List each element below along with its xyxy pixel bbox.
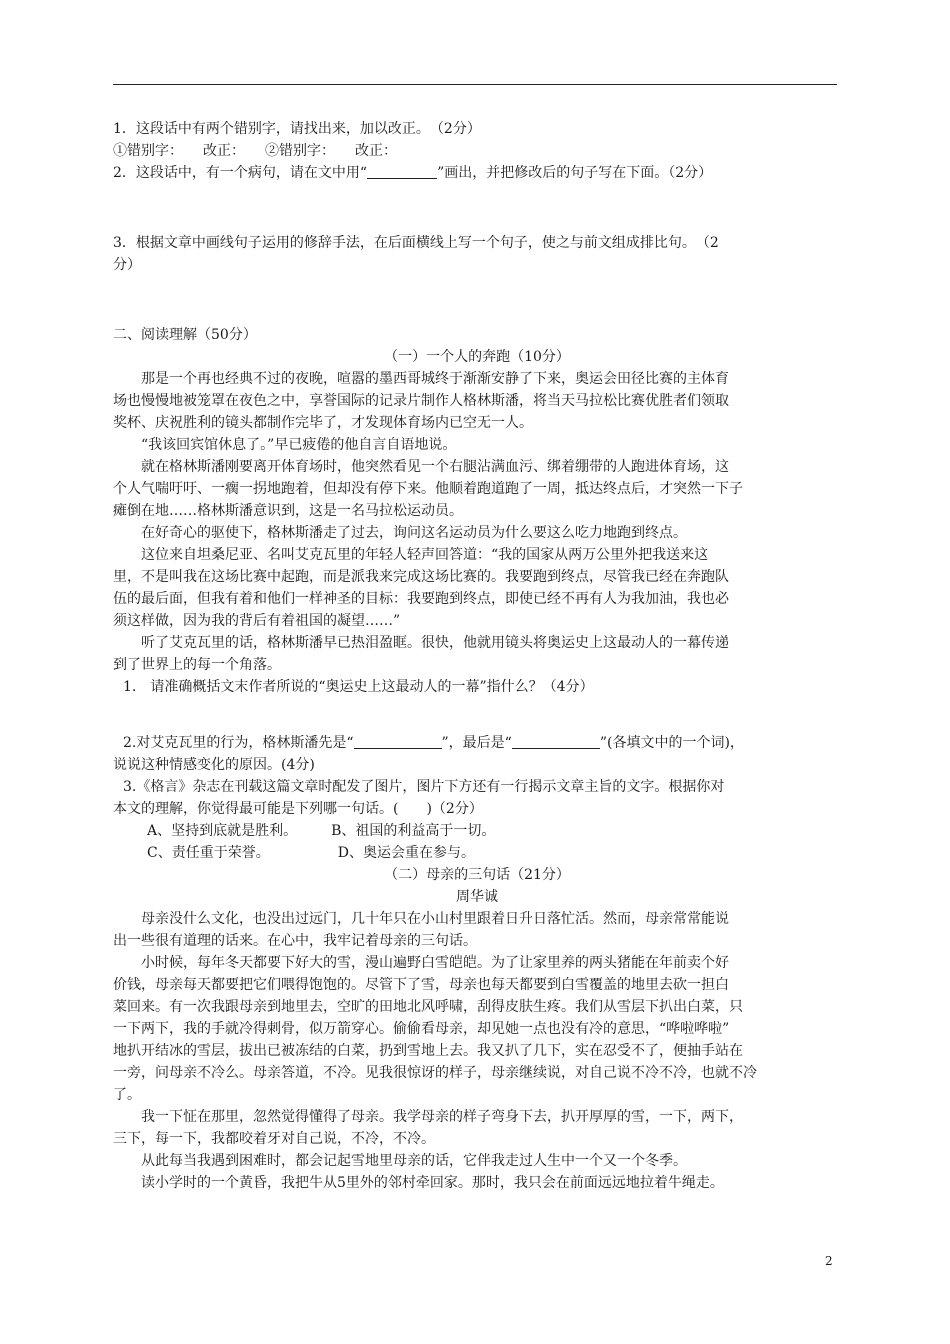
page-number: 2	[825, 1254, 833, 1268]
passage-2-title: （二）母亲的三句话（21分）	[384, 867, 570, 883]
passage-1-question-1: 1. 请准确概括文末作者所说的“奥运史上这最动人的一幕”指什么？（4分）	[123, 679, 594, 695]
passage-1-question-3: 3.《格言》杂志在刊载这篇文章时配发了图片，图片下方还有一行揭示文章主旨的文字。根据你对	[123, 779, 725, 795]
passage-1-question-3-cont: 本文的理解，你觉得最可能是下列哪一句话。( )（2分）	[113, 801, 483, 817]
options-row-2	[113, 842, 841, 864]
passage-1-text: 那是一个再也经典不过的夜晚，喧嚣的墨西哥城终于渐渐安静了下来，奥运会田径比赛的主体育 场也慢慢地被笼罩在夜色之中，享誉国际的记录片制作人格林斯潘，将当天马拉松比赛优胜者们领取 奖杯、庆祝胜利的镜头都制作完毕了，才发现体育场内已空无一人。 “我该回宾馆休息了。”早已疲倦的他自言自语地说。 就在格林斯潘刚要离开体育场时，他突然看见一个右腿沾满血污、绑着绷带的人跑进体育场，这 个人气喘吁吁、一瘸一拐地跑着，但却没有停下来。他顺着跑道跑了一周，抵达终点后，才突然一下子 瘫倒在地……格林斯潘意识到，这是一名马拉松运动员。 在好奇心的驱使下，格林斯潘走了过去，询问这名运动员为什么要这么吃力地跑到终点。 这位来自坦桑尼亚、名叫艾克瓦里的年轻人轻声回答道：“我的国家从两万公里外把我送来这 里，不是叫我在这场比赛中起跑，而是派我来完成这场比赛的。我要跑到终点，尽管我已经在奔跑队 伍的最后面，但我有着和他们一样神圣的目标：我要跑到终点，即使已经不再有人为我加油，我也必 须这样做，因为我的背后有着祖国的凝望……” 听了艾克瓦里的话，格林斯潘早已热泪盈眶。很快，他就用镜头将奥运史上这最动人的一幕传递 到了世界上的每一个角落。	[113, 371, 743, 673]
document-body	[113, 118, 841, 1194]
passage-2-author: 周华诚	[456, 889, 498, 905]
passage-1-question-2-cont: 说说这种情感变化的原因。(4分)	[113, 757, 315, 773]
passage-2-text: 母亲没什么文化，也没出过远门，几十年只在小山村里跟着日升日落忙活。然而，母亲常常能说 出一些很有道理的话来。在心中，我牢记着母亲的三句话。 小时候，每年冬天都要下好大的雪，漫山遍野白雪皑皑。为了让家里养的两头猪能在年前卖个好 价钱，母亲每天都要把它们喂得饱饱的。尽管下了雪，母亲也每天都要到白雪覆盖的地里去砍一担白 菜回来。有一次我跟母亲到地里去，空旷的田地北风呼啸，刮得皮肤生疼。我们从雪层下扒出白菜，只 一下两下，我的手就冷得刺骨，似万箭穿心。偷偷看母亲，却见她一点也没有冷的意思，“哗啦哗啦” 地扒开结冰的雪层，拔出已被冻结的白菜，扔到雪地上去。我又扒了几下，实在忍受不了，便抽手站在 一旁，问母亲不冷么。母亲答道，不冷。见我很惊讶的样子，母亲继续说，对自己说不冷不冷，也就不冷 了。 我一下怔在那里，忽然觉得懂得了母亲。我学母亲的样子弯身下去，扒开厚厚的雪，一下，两下， 三下，每一下，我都咬着牙对自己说，不冷，不冷。 从此每当我遇到困难时，都会记起雪地里母亲的话，它伴我走过人生中一个又一个冬季。 读小学时的一个黄昏，我把牛从5里外的邻村牵回家。那时，我只会在前面远远地拉着牛绳走。	[113, 911, 757, 1191]
option-d: D、奥运会重在参与。	[337, 845, 475, 861]
question-1: 1．这段话中有两个错别字，请找出来，加以改正。 （2分）	[113, 121, 481, 137]
question-3: 3．根据文章中画线句子运用的修辞手法，在后面横线上写一个句子，使之与前文组成排比句。 （2	[113, 235, 719, 251]
passage-1-question-2: 2.对艾克瓦里的行为，格林斯潘先是“ ”，最后是“ ”(各填文中的一个词)，	[123, 735, 744, 751]
passage-1-title: （一）一个人的奔跑（10分）	[384, 349, 570, 365]
question-3-cont: 分）	[113, 257, 141, 273]
option-c: C、责任重于荣誉。	[147, 845, 270, 861]
option-b: B、祖国的利益高于一切。	[331, 823, 496, 839]
fill-blank-1[interactable]	[354, 734, 442, 749]
question-2: 2．这段话中，有一个病句，请在文中用“ ”画出，并把修改后的句子写在下面。（2分）	[113, 165, 713, 181]
question-1-answer-line: ①错别字： 改正： ②错别字： 改正：	[113, 143, 397, 159]
underline-marker	[367, 164, 437, 179]
options-row-1	[113, 820, 841, 842]
fill-blank-2[interactable]	[512, 734, 600, 749]
option-a: A、坚持到底就是胜利。	[147, 823, 298, 839]
header-rule	[113, 84, 837, 85]
section-heading: 二、阅读理解（50分）	[113, 327, 257, 343]
